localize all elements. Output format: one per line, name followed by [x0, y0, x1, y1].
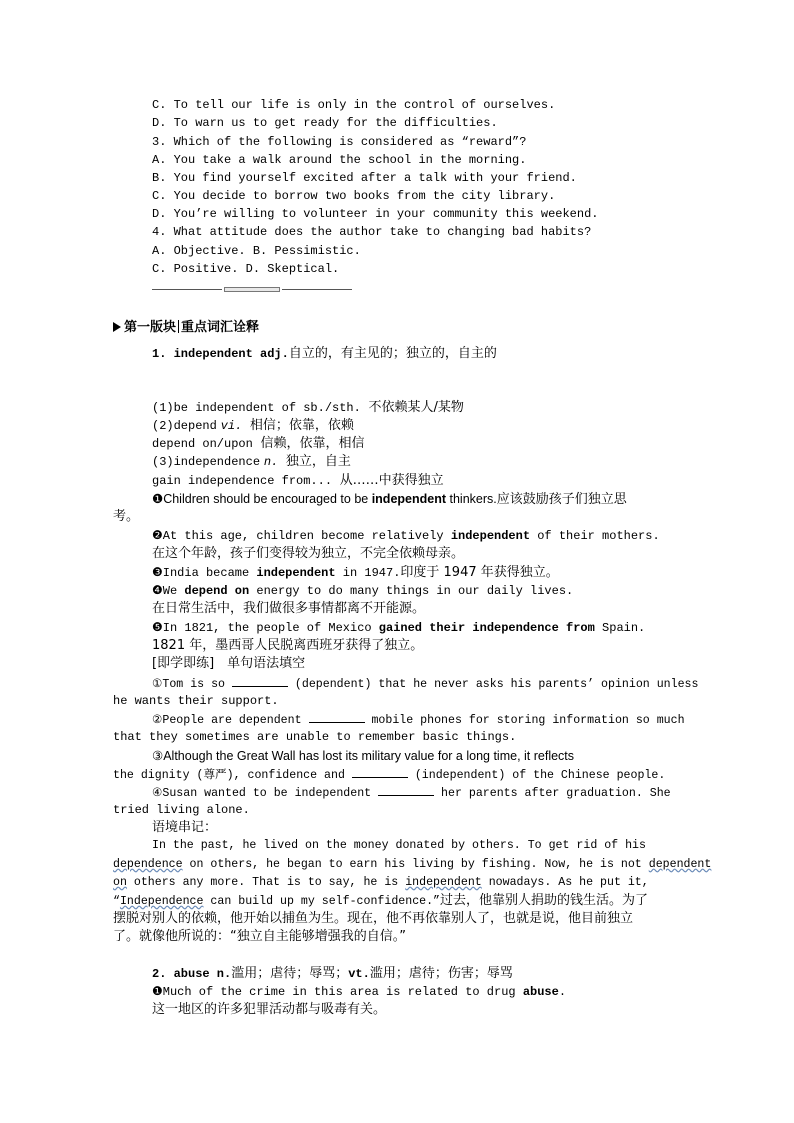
context-line-1: In the past, he lived on the money donated by others. To get rid of his: [152, 839, 646, 852]
option-d: D. To warn us to get ready for the difficulties.: [152, 116, 498, 130]
example-1: ❶Children should be encouraged to be independent thinkers.应该鼓励孩子们独立思: [152, 492, 627, 507]
practice-title: [即学即练] 单句语法填空: [152, 656, 306, 671]
example-2: ❷At this age, children become relatively independent of their mothers.: [152, 529, 660, 543]
question-3-stem: 3. Which of the following is considered as “reward”?: [152, 135, 527, 149]
triangle-marker-icon: [113, 322, 121, 332]
example-5: ❺In 1821, the people of Mexico gained their independence from Spain.: [152, 621, 646, 635]
example-2-translation: 在这个年龄，孩子们变得较为独立，不完全依赖母亲。: [152, 546, 465, 561]
example-5-translation: 1821 年，墨西哥人民脱离西班牙获得了独立。: [152, 638, 424, 653]
question-4-stem: 4. What attitude does the author take to changing bad habits?: [152, 225, 592, 239]
word-2-heading: 2. abuse n.滥用；虐待；辱骂；vt.滥用；虐待；伤害；辱骂: [152, 966, 513, 981]
title-separator: [178, 320, 179, 333]
phrase-2: (2)depend vi. 相信；依靠，依赖: [152, 418, 354, 433]
context-line-6: 了。就像他所说的：“独立自主能够增强我的自信。”: [113, 929, 406, 944]
phrase-5: gain independence from... 从……中获得独立: [152, 473, 444, 488]
answer-blank-3[interactable]: [352, 765, 408, 778]
practice-q3: ③Although the Great Wall has lost its military value for a long time, it reflects: [152, 749, 575, 763]
word-2-example-1-translation: 这一地区的许多犯罪活动都与吸毒有关。: [152, 1002, 387, 1017]
example-1-cont: 考。: [113, 509, 140, 524]
example-4-translation: 在日常生活中，我们做很多事情都离不开能源。: [152, 601, 426, 616]
word-2-example-1: ❶Much of the crime in this area is related to drug abuse.: [152, 985, 567, 999]
practice-q4-cont: tried living alone.: [113, 803, 250, 817]
question-4-options-ab: A. Objective. B. Pessimistic.: [152, 244, 361, 258]
answer-blank-1[interactable]: [232, 674, 288, 687]
practice-q3-cont: the dignity (尊严), confidence and (independent) of the Chinese people.: [113, 765, 665, 785]
section-title: 第一版块 重点词汇诠释: [113, 316, 259, 335]
phrase-1: (1)be independent of sb./sth. 不依赖某人/某物: [152, 400, 464, 415]
answer-blank-2[interactable]: [309, 710, 365, 723]
answer-blank-4[interactable]: [378, 783, 434, 796]
question-4-options-cd: C. Positive. D. Skeptical.: [152, 262, 340, 276]
question-3-option-d: D. You’re willing to volunteer in your community this weekend.: [152, 207, 599, 221]
practice-q2: ②People are dependent mobile phones for storing information so much: [152, 710, 685, 730]
context-title: 语境串记：: [152, 820, 218, 835]
example-3: ❸India became independent in 1947.印度于 1947 年获得独立。: [152, 565, 559, 580]
context-line-5: 摆脱对别人的依赖，他开始以捕鱼为生。现在，他不再依靠别人了，也就是说，他目前独立: [113, 911, 634, 926]
option-c: C. To tell our life is only in the control of ourselves.: [152, 98, 556, 112]
context-line-3: on others any more. That is to say, he is independent nowadays. As he put it,: [113, 876, 649, 889]
practice-q2-cont: that they sometimes are unable to remember basic things.: [113, 730, 517, 744]
context-line-4: “Independence can build up my self-confidence.”过去，他靠别人捐助的钱生活。为了: [113, 893, 649, 908]
context-line-2: dependence on others, he began to earn his living by fishing. Now, he is not dependent: [113, 858, 712, 871]
practice-q1-cont: he wants their support.: [113, 694, 279, 708]
question-3-option-a: A. You take a walk around the school in the morning.: [152, 153, 527, 167]
practice-q1: ①Tom is so (dependent) that he never asks his parents’ opinion unless: [152, 674, 698, 694]
word-1-heading: 1. independent adj.自立的，有主见的；独立的，自主的: [152, 346, 497, 361]
question-3-option-c: C. You decide to borrow two books from the city library.: [152, 189, 556, 203]
question-3-option-b: B. You find yourself excited after a talk with your friend.: [152, 171, 577, 185]
practice-q4: ④Susan wanted to be independent her parents after graduation. She: [152, 783, 671, 803]
phrase-4: (3)independence n. 独立，自主: [152, 454, 351, 469]
example-4: ❹We depend on energy to do many things in our daily lives.: [152, 584, 574, 598]
ornament-divider: [152, 287, 352, 293]
phrase-3: depend on/upon 信赖，依靠，相信: [152, 436, 365, 451]
